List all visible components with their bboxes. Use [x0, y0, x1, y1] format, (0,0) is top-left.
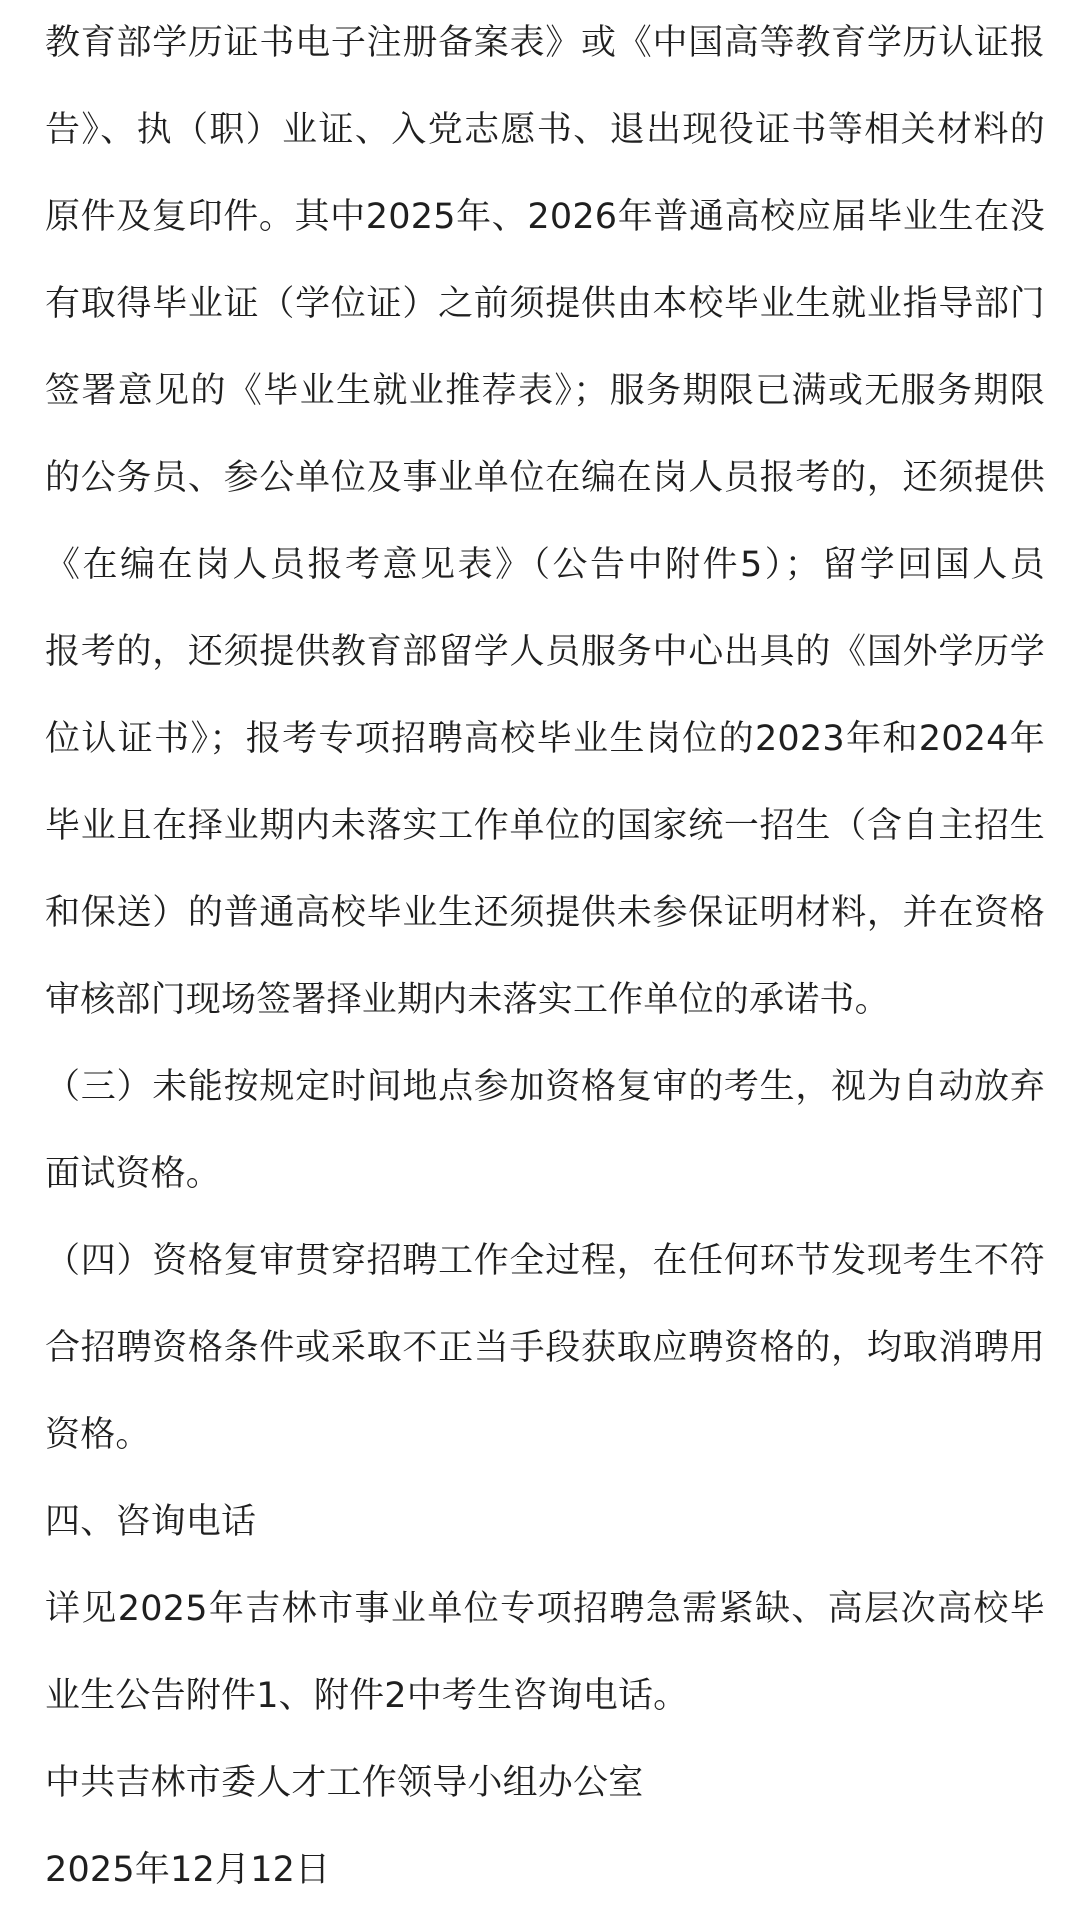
paragraph-line: 的公务员、参公单位及事业单位在编在岗人员报考的，还须提供 — [45, 458, 1045, 498]
paragraph-contact-info — [45, 1566, 1045, 1740]
article-body — [45, 0, 1045, 1914]
paragraph-line: 有取得毕业证（学位证）之前须提供由本校毕业生就业指导部门 — [45, 284, 1045, 324]
paragraph-line: 教育部学历证书电子注册备案表》或《中国高等教育学历认证报 — [45, 23, 1045, 63]
paragraph-line: 告》、执（职）业证、入党志愿书、退出现役证书等相关材料的 — [45, 110, 1045, 150]
paragraph-line: 详见2025年吉林市事业单位专项招聘急需紧缺、高层次高校毕 — [45, 1589, 1045, 1629]
paragraph-line: 审核部门现场签署择业期内未落实工作单位的承诺书。 — [45, 980, 890, 1020]
issuer-signature: 中共吉林市委人才工作领导小组办公室 — [45, 1763, 644, 1803]
paragraph-required-materials — [45, 0, 1045, 1044]
paragraph-line: 毕业且在择业期内未落实工作单位的国家统一招生（含自主招生 — [45, 806, 1045, 846]
paragraph-line: 和保送）的普通高校毕业生还须提供未参保证明材料，并在资格 — [45, 893, 1045, 933]
paragraph-line: 位认证书》；报考专项招聘高校毕业生岗位的2023年和2024年 — [45, 719, 1045, 759]
issue-date: 2025年12月12日 — [45, 1850, 331, 1890]
paragraph-line: 资格。 — [45, 1415, 151, 1455]
paragraph-line: 合招聘资格条件或采取不正当手段获取应聘资格的，均取消聘用 — [45, 1328, 1045, 1368]
paragraph-item-three — [45, 1044, 1045, 1218]
paragraph-line: 业生公告附件1、附件2中考生咨询电话。 — [45, 1676, 689, 1716]
paragraph-line: 《在编在岗人员报考意见表》（公告中附件5）；留学回国人员 — [45, 545, 1045, 585]
paragraph-item-four — [45, 1218, 1045, 1479]
paragraph-line: （三）未能按规定时间地点参加资格复审的考生，视为自动放弃 — [45, 1067, 1045, 1107]
paragraph-line: 报考的，还须提供教育部留学人员服务中心出具的《国外学历学 — [45, 632, 1045, 672]
paragraph-line: 签署意见的《毕业生就业推荐表》；服务期限已满或无服务期限 — [45, 371, 1045, 411]
paragraph-line: 原件及复印件。其中2025年、2026年普通高校应届毕业生在没 — [45, 197, 1045, 237]
section-title-consultation-phone: 四、咨询电话 — [45, 1502, 257, 1542]
paragraph-line: （四）资格复审贯穿招聘工作全过程，在任何环节发现考生不符 — [45, 1241, 1045, 1281]
paragraph-line: 面试资格。 — [45, 1154, 222, 1194]
